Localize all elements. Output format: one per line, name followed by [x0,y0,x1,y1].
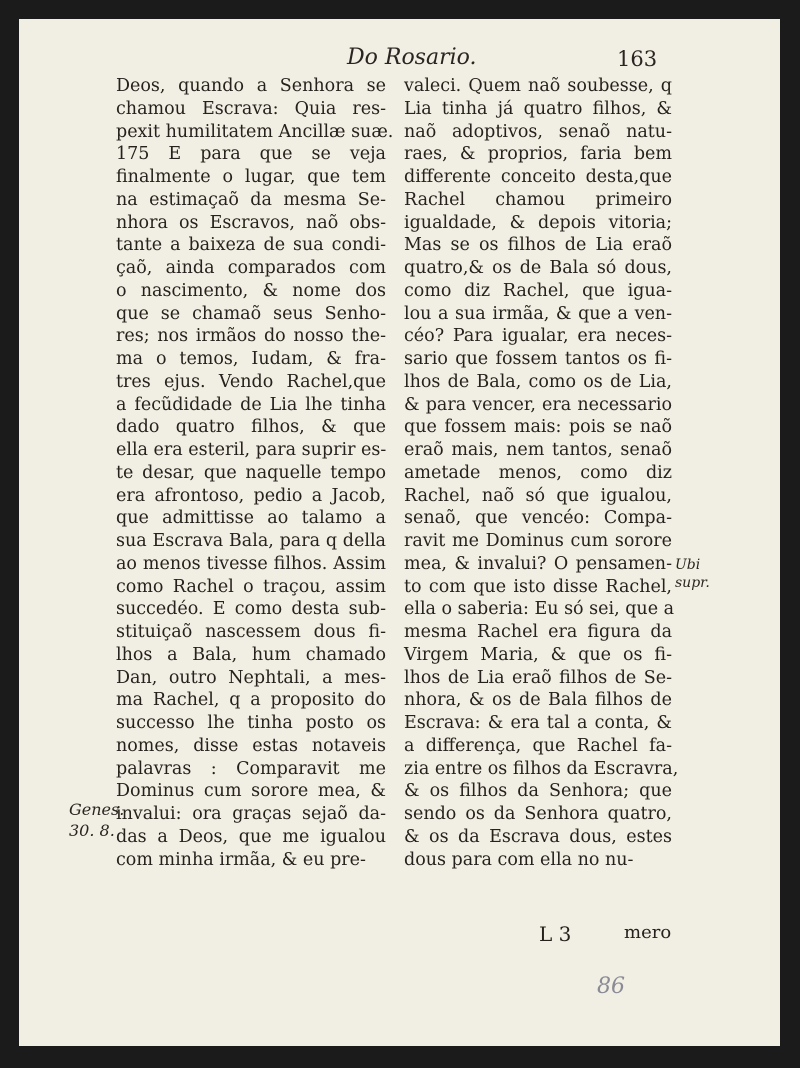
text-line: como Rachel o traçou, assim [116,576,386,597]
text-line: nhora os Escravos, naõ obs- [116,212,386,233]
text-line: successo lhe tinha posto os [116,713,386,733]
text-line: ma Rachel, q a proposito do [116,690,386,711]
signature-mark: L 3 [539,922,572,946]
text-line: mesma Rachel era figura da [404,622,672,642]
text-line: o nascimento, & nome dos [116,280,386,301]
margin-note-right [675,556,710,592]
text-line: pexit humilitatem Ancillæ suæ. [116,121,394,142]
text-line: era afrontoso, pedio a Jacob, [116,485,386,506]
text-line: naõ adoptivos, senaõ natu- [404,121,672,142]
text-line: mea, & invalui? O pensamen- [404,553,672,574]
margin-note-line: supr. [675,575,710,591]
text-line: tres ejus. Vendo Rachel,que [116,371,386,392]
text-line: Rachel chamou primeiro [404,189,672,210]
text-line: que fossem mais: pois se naõ [404,417,672,438]
text-line: zia entre os filhos da Escravra, [404,758,679,779]
text-line: ametade menos, como diz [404,462,672,483]
text-line: que admittisse ao talamo a [116,508,386,529]
text-line: & os filhos da Senhora; que [404,781,672,802]
text-line: & para vencer, era necessario [404,394,672,415]
text-line: igualdade, & depois vitoria; [404,212,672,233]
text-line: Dominus cum sorore mea, & [116,781,386,802]
text-line: ravit me Dominus cum sorore [404,531,672,551]
text-line: dous para com ella no nu- [404,849,634,870]
text-line: 175 E para que se veja [116,144,386,165]
text-line: céo? Para igualar, era neces- [404,326,672,347]
text-line: succedéo. E como desta sub- [116,599,386,620]
text-line: to com que isto disse Rachel, [404,576,672,597]
text-line: te desar, que naquelle tempo [116,462,386,483]
text-line: raes, & proprios, faria bem [404,144,672,165]
text-line: differente conceito desta,que [404,167,672,187]
text-line: dado quatro filhos, & que [116,417,386,438]
text-line: sendo os da Senhora quatro, [404,804,672,824]
page-header [19,45,780,75]
text-line: a differença, que Rachel fa- [404,735,672,756]
running-title: Do Rosario. [347,45,477,70]
text-line: a fecũdidade de Lia lhe tinha [116,394,386,415]
text-line: nhora, & os de Bala filhos de [404,690,672,711]
right-text-column [404,75,679,871]
margin-note-line: Ubi [675,557,701,573]
left-text-column [116,75,394,871]
text-line: finalmente o lugar, que tem [116,167,386,187]
text-line: Lia tinha já quatro filhos, & [404,98,672,119]
text-line: que se chamaõ seus Senho- [116,303,386,324]
text-line: ao menos tivesse filhos. Assim [116,553,386,574]
text-line: Deos, quando a Senhora se [116,76,386,96]
text-line: chamou Escrava: Quia res- [116,98,386,119]
text-line: invalui: ora graças sejaõ da- [116,804,386,824]
text-line: ella era esteril, para suprir es- [116,440,387,460]
text-line: senaõ, que vencéo: Compa- [404,508,672,529]
text-line: lhos a Bala, hum chamado [116,644,386,665]
text-line: çaõ, ainda comparados com [116,258,386,278]
text-line: lou a sua irmãa, & que a ven- [404,303,672,324]
text-line: res; nos irmãos do nosso the- [116,326,386,347]
text-line: lhos de Bala, como os de Lia, [404,371,672,392]
text-line: quatro,& os de Bala só dous, [404,258,672,278]
page-number: 163 [617,47,658,71]
text-line: Mas se os filhos de Lia eraõ [404,235,672,256]
text-line: nomes, disse estas notaveis [116,735,386,756]
text-line: stituiçaõ nascessem dous fi- [116,622,386,642]
book-page [19,19,780,1046]
text-line: palavras : Comparavit me [116,758,386,779]
text-line: ma o temos, Iudam, & fra- [116,349,386,369]
text-line: Rachel, naõ só que igualou, [404,485,672,506]
text-line: das a Deos, que me igualou [116,826,386,847]
margin-note-line: 30. 8. [69,821,115,840]
margin-note-left [69,799,124,841]
text-line: lhos de Lia eraõ filhos de Se- [404,667,672,688]
text-line: como diz Rachel, que igua- [404,280,672,301]
text-line: na estimaçaõ da mesma Se- [116,189,386,210]
text-line: com minha irmãa, & eu pre- [116,849,366,870]
text-line: Escrava: & era tal a conta, & [404,713,672,733]
text-line: eraõ mais, nem tantos, senaõ [404,440,672,460]
catchword: mero [624,922,672,943]
text-line: sario que fossem tantos os fi- [404,349,672,369]
pencil-page-number: 86 [597,974,625,999]
text-line: valeci. Quem naõ soubesse, q [404,76,672,96]
text-line: ella o saberia: Eu só sei, que a [404,599,675,620]
text-line: Virgem Maria, & que os fi- [404,644,672,665]
text-line: tante a baixeza de sua condi- [116,235,386,256]
text-line: Dan, outro Nephtali, a mes- [116,667,386,688]
text-line: sua Escrava Bala, para q della [116,531,386,551]
margin-note-line: Genes. [69,800,125,819]
text-line: & os da Escrava dous, estes [404,826,672,847]
